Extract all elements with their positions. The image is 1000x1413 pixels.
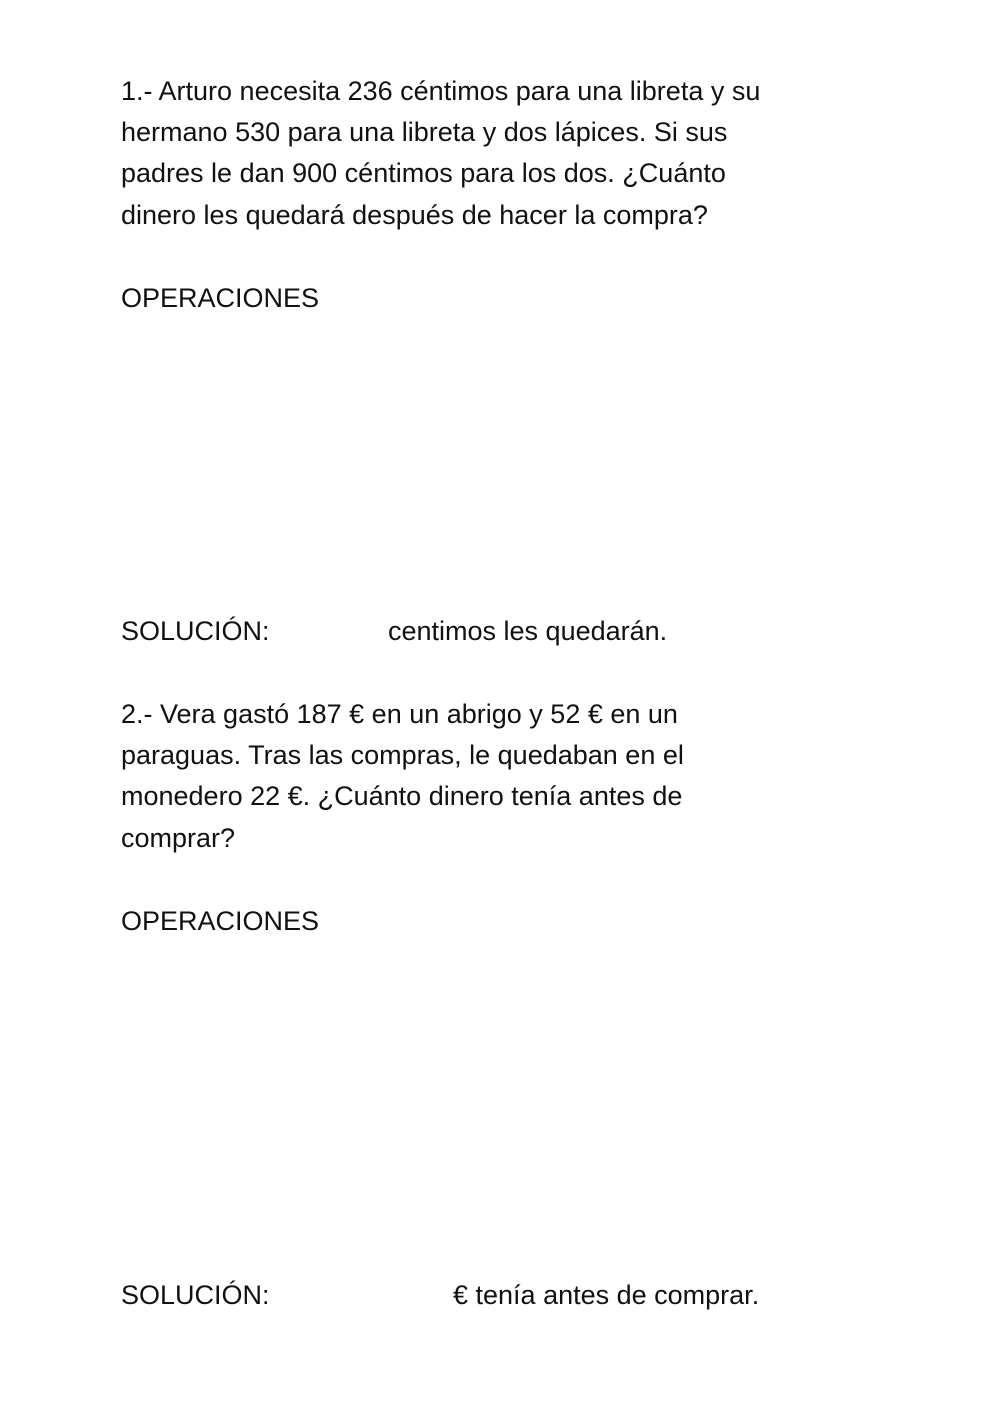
problem-1-statement-line-3: padres le dan 900 céntimos para los dos. ¿Cuánto [121, 158, 726, 188]
problem-2-answer-input[interactable] [292, 1278, 447, 1314]
problem-2-statement-line-1: 2.- Vera gastó 187 € en un abrigo y 52 € en un [121, 699, 678, 729]
problem-1-statement-line-4: dinero les quedará después de hacer la compra? [121, 200, 708, 230]
problem-1-operations-label: OPERACIONES [121, 283, 320, 313]
problem-1-solution-suffix: centimos les quedarán. [388, 616, 668, 646]
problem-2-statement-line-2: paraguas. Tras las compras, le quedaban en el [121, 740, 684, 770]
problem-1-statement-line-1: 1.- Arturo necesita 236 céntimos para una libreta y su [121, 76, 761, 106]
problem-2-operations-area[interactable] [121, 950, 881, 1260]
problem-2-statement-line-4: comprar? [121, 823, 236, 853]
problem-1-answer-input[interactable] [292, 614, 382, 650]
problem-1-statement-line-2: hermano 530 para una libreta y dos lápices. Si sus [121, 117, 728, 147]
problem-1-operations-area[interactable] [121, 325, 881, 595]
problem-2-solution-label: SOLUCIÓN: [121, 1280, 270, 1310]
problem-1-solution-label: SOLUCIÓN: [121, 616, 270, 646]
problem-2-statement-line-3: monedero 22 €. ¿Cuánto dinero tenía antes de [121, 781, 683, 811]
problem-2-operations-label: OPERACIONES [121, 906, 320, 936]
problem-2-solution-suffix: € tenía antes de comprar. [453, 1280, 760, 1310]
